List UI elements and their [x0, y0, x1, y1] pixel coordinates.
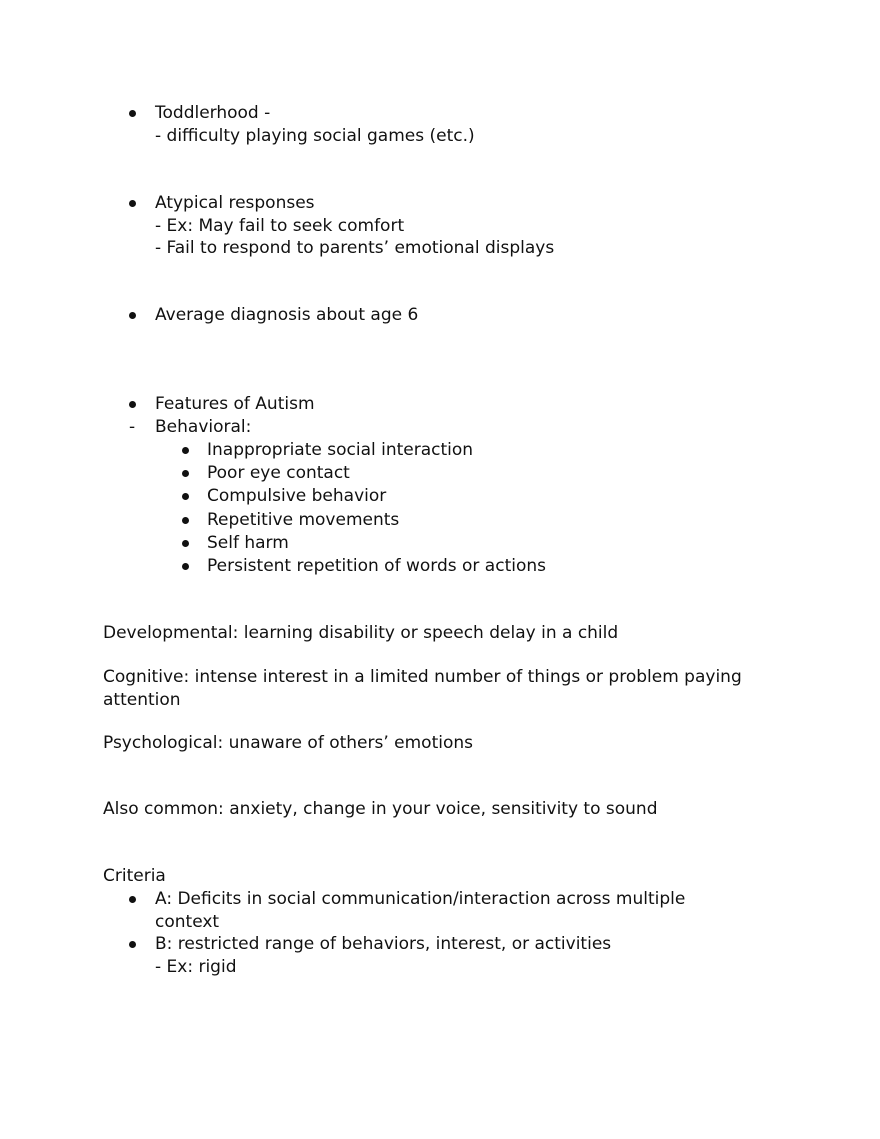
- atypical-detail-2: - Fail to respond to parents’ emotional displays: [155, 238, 555, 259]
- behavior-text: Inappropriate social interaction: [207, 440, 474, 460]
- diagnosis-text: Average diagnosis about age 6: [155, 305, 419, 325]
- toddlerhood-title: Toddlerhood -: [155, 103, 271, 123]
- atypical-title: Atypical responses: [155, 193, 315, 213]
- psychological-paragraph: Psychological: unaware of others’ emotions: [103, 733, 473, 753]
- bullet-icon: [182, 540, 189, 547]
- dash-mark: -: [129, 417, 136, 437]
- bullet-icon: [129, 941, 136, 948]
- criteria-heading: Criteria: [103, 866, 166, 886]
- behavioral-label: Behavioral:: [155, 417, 252, 437]
- behavior-text: Poor eye contact: [207, 463, 350, 483]
- developmental-paragraph: Developmental: learning disability or speech delay in a child: [103, 623, 619, 643]
- bullet-icon: [182, 517, 189, 524]
- behavior-text: Self harm: [207, 533, 289, 553]
- cognitive-paragraph: Cognitive: intense interest in a limited number of things or problem paying attention: [103, 667, 742, 710]
- bullet-icon: [182, 493, 189, 500]
- bullet-icon: [129, 200, 136, 207]
- bullet-icon: [129, 896, 136, 903]
- bullet-icon: [182, 470, 189, 477]
- behavior-text: Repetitive movements: [207, 510, 400, 530]
- behavior-text: Persistent repetition of words or actions: [207, 556, 546, 576]
- criteria-b-example: - Ex: rigid: [155, 956, 237, 977]
- criteria-a-text: A: Deficits in social communication/interaction across multiple context: [155, 889, 686, 932]
- bullet-icon: [129, 312, 136, 319]
- bullet-icon: [129, 401, 136, 408]
- toddlerhood-detail: - difficulty playing social games (etc.): [155, 125, 475, 146]
- bullet-icon: [182, 563, 189, 570]
- features-title: Features of Autism: [155, 394, 315, 414]
- atypical-detail-1: - Ex: May fail to seek comfort: [155, 215, 405, 236]
- criteria-b-text: B: restricted range of behaviors, interest, or activities: [155, 934, 612, 954]
- bullet-icon: [182, 447, 189, 454]
- also-common-paragraph: Also common: anxiety, change in your voice, sensitivity to sound: [103, 799, 658, 819]
- bullet-icon: [129, 110, 136, 117]
- behavior-text: Compulsive behavior: [207, 486, 387, 506]
